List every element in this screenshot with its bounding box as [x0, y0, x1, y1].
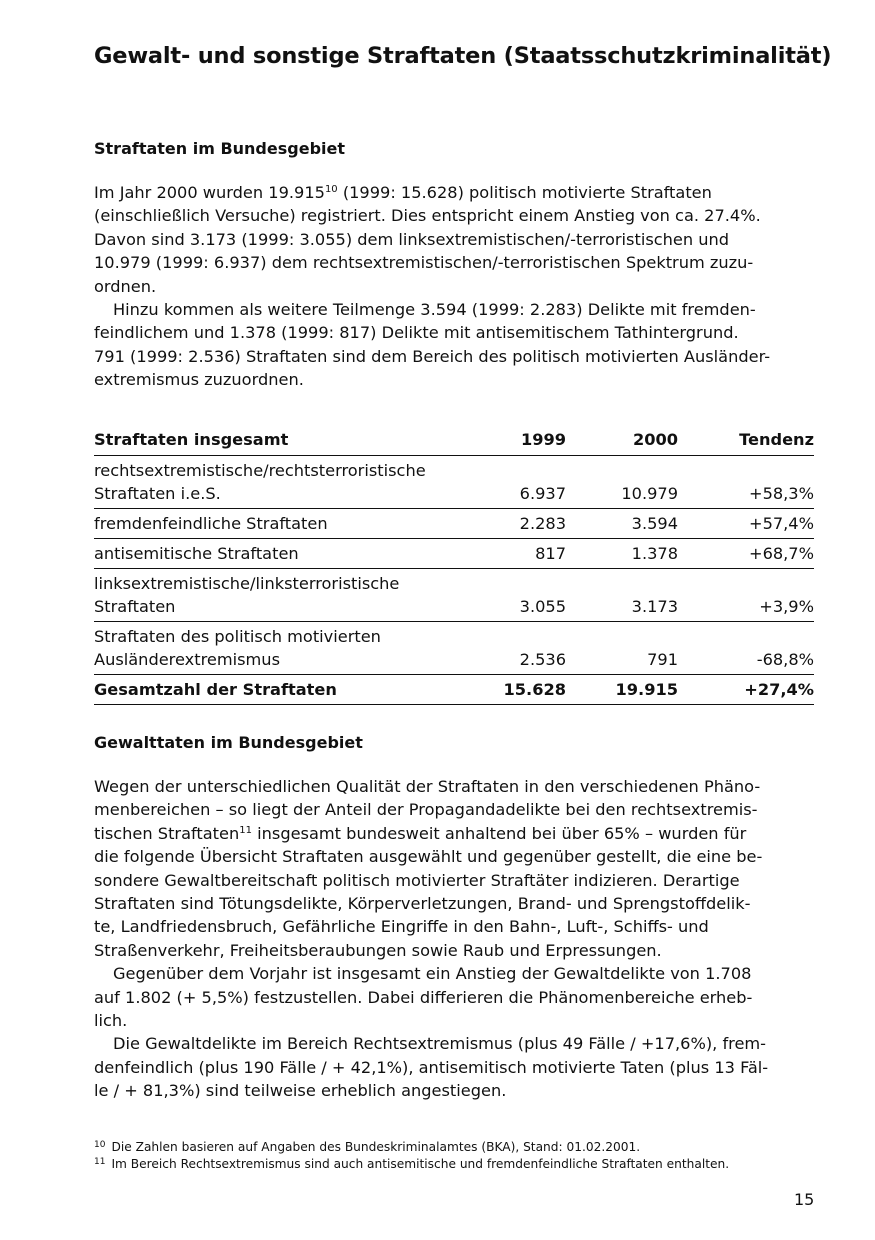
text-line: (einschließlich Versuche) registriert. Dies entspricht einem Anstieg von ca. 27.4%.: [94, 206, 761, 226]
table-row: [94, 569, 814, 622]
text-line: auf 1.802 (+ 5,5%) festzustellen. Dabei differieren die Phänomenbereiche erheb-: [94, 987, 753, 1007]
paragraph: [94, 298, 814, 392]
value-1999: 6.937: [519, 484, 566, 503]
footnote-text: Im Bereich Rechtsextremismus sind auch antisemitische und fremdenfeindliche Straftaten enthalten.: [111, 1157, 730, 1171]
text-line: Gegenüber dem Vorjahr ist insgesamt ein Anstieg der Gewaltdelikte von 1.708: [113, 964, 752, 984]
text-line: Straftaten sind Tötungsdelikte, Körperverletzungen, Brand- und Sprengstoffdelik-: [94, 894, 751, 914]
paragraph: [94, 962, 814, 1032]
text-line: lich.: [94, 1011, 128, 1031]
paragraph: [94, 1032, 814, 1102]
total-label: Gesamtzahl der Straftaten: [94, 680, 337, 699]
value-tendenz: +57,4%: [749, 514, 814, 533]
paragraph: [94, 181, 814, 298]
section-heading-straftaten: Straftaten im Bundesgebiet: [94, 139, 345, 158]
table-row: [94, 456, 814, 509]
header-tendenz: Tendenz: [739, 430, 814, 449]
row-label: rechtsextremistische/rechtsterroristische Straftaten i.e.S.: [94, 461, 426, 503]
section-heading-gewalttaten: Gewalttaten im Bundesgebiet: [94, 733, 363, 752]
text-line: ordnen.: [94, 276, 157, 296]
section-straftaten-text: [94, 181, 814, 392]
footnote-ref: 11: [239, 824, 252, 836]
footnote: [94, 1139, 814, 1156]
value-1999: 2.536: [519, 650, 566, 669]
page-number: 15: [794, 1190, 815, 1209]
value-2000: 791: [647, 650, 678, 669]
text-line: le / + 81,3%) sind teilweise erheblich angestiegen.: [94, 1081, 507, 1101]
header-2000: 2000: [632, 430, 678, 449]
value-tendenz: +68,7%: [749, 544, 814, 563]
text-line: Davon sind 3.173 (1999: 3.055) dem linksextremistischen/-terroristischen und: [94, 229, 730, 249]
table-row: [94, 539, 814, 569]
value-2000: 3.594: [631, 514, 678, 533]
value-2000: 10.979: [621, 484, 678, 503]
value-2000: 3.173: [631, 597, 678, 616]
value-1999: 2.283: [519, 514, 566, 533]
table-header-row: [94, 423, 814, 456]
text-line: 10.979 (1999: 6.937) dem rechtsextremistischen/-terroristischen Spektrum zuzu-: [94, 253, 754, 273]
row-label: antisemitische Straftaten: [94, 544, 299, 563]
value-tendenz: -68,8%: [756, 650, 814, 669]
text-line: Im Jahr 2000 wurden 19.915$^{10}$ (1999: 15.628) politisch motivierte Straftaten: [94, 183, 712, 202]
footnote-number: 10: [94, 1140, 106, 1150]
value-1999: 817: [535, 544, 566, 563]
text-line: tischen Straftaten$^{11}$ insgesamt bundesweit anhaltend bei über 65% – wurden für: [94, 823, 747, 843]
footnote-number: 11: [94, 1157, 106, 1167]
text-line: Wegen der unterschiedlichen Qualität der Straftaten in den verschiedenen Phäno-: [94, 777, 761, 796]
row-label: linksextremistische/linksterroristische Straftaten: [94, 574, 400, 616]
text-line: denfeindlich (plus 190 Fälle / + 42,1%), antisemitisch motivierte Taten (plus 13 Fäl-: [94, 1057, 769, 1077]
value-tendenz: +3,9%: [759, 597, 814, 616]
footnote-ref: 10: [324, 184, 338, 195]
value-tendenz: +58,3%: [749, 484, 814, 503]
text-line: te, Landfriedensbruch, Gefährliche Eingriffe in den Bahn-, Luft-, Schiffs- und: [94, 917, 709, 937]
header-1999: 1999: [520, 430, 566, 449]
row-label: fremdenfeindliche Straftaten: [94, 514, 328, 533]
total-tendenz: +27,4%: [744, 680, 814, 699]
table-total-row: [94, 675, 814, 705]
footnote: [94, 1156, 814, 1173]
text-line: menbereichen – so liegt der Anteil der Propagandadelikte bei den rechtsextremis-: [94, 800, 758, 820]
section-gewalttaten-text: [94, 775, 814, 1103]
text-line: feindlichem und 1.378 (1999: 817) Delikte mit antisemitischem Tathintergrund.: [94, 323, 739, 343]
text-line: Die Gewaltdelikte im Bereich Rechtsextremismus (plus 49 Fälle / +17,6%), frem-: [113, 1034, 767, 1054]
value-2000: 1.378: [631, 544, 678, 563]
total-2000: 19.915: [615, 680, 678, 699]
text-line: die folgende Übersicht Straftaten ausgewählt und gegenüber gestellt, die eine be-: [94, 847, 763, 867]
straftaten-table: [94, 423, 814, 705]
header-category: Straftaten insgesamt: [94, 430, 289, 449]
value-1999: 3.055: [519, 597, 566, 616]
table-row: [94, 622, 814, 675]
row-label: Straftaten des politisch motivierten Ausländerextremismus: [94, 627, 381, 669]
footnote-text: Die Zahlen basieren auf Angaben des Bundeskriminalamtes (BKA), Stand: 01.02.2001.: [111, 1140, 641, 1154]
paragraph: [94, 775, 814, 962]
total-1999: 15.628: [503, 680, 566, 699]
footnotes: [94, 1139, 814, 1173]
page-title: Gewalt- und sonstige Straftaten (Staatsschutzkriminalität): [94, 43, 832, 69]
text-line: Hinzu kommen als weitere Teilmenge 3.594 (1999: 2.283) Delikte mit fremden-: [113, 300, 756, 320]
text-line: extremismus zuzuordnen.: [94, 370, 304, 390]
text-line: 791 (1999: 2.536) Straftaten sind dem Bereich des politisch motivierten Ausländer-: [94, 346, 771, 366]
text-line: sondere Gewaltbereitschaft politisch motivierter Straftäter indizieren. Derartige: [94, 870, 740, 890]
text-line: Straßenverkehr, Freiheitsberaubungen sowie Raub und Erpressungen.: [94, 940, 662, 960]
table-row: [94, 509, 814, 539]
